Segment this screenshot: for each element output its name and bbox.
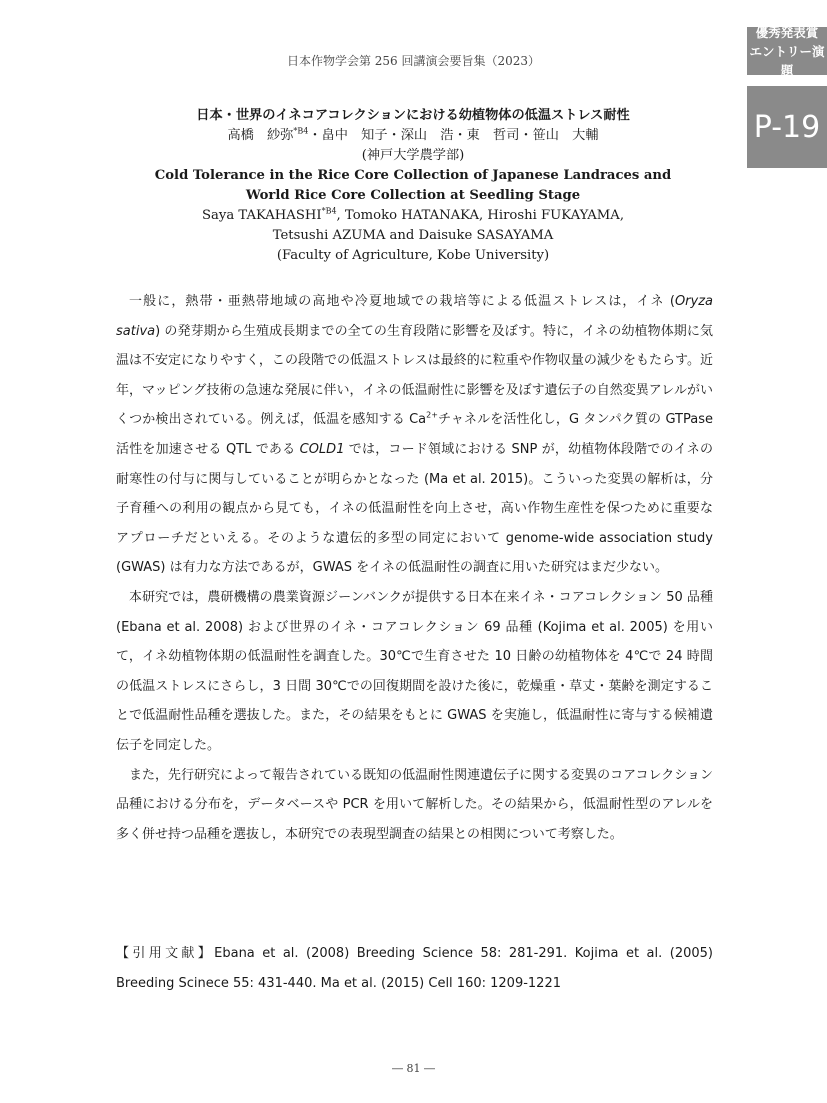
running-header: 日本作物学会第 256 回講演会要旨集（2023） [286,54,541,68]
award-entry-tab [747,24,827,78]
en-authors-line2: Tetsushi AZUMA and Daisuke SASAYAMA [272,228,554,243]
jp-affiliation: (神戸大学農学部) [361,148,465,163]
en-title-line2: World Rice Core Collection at Seedling Stage [245,188,581,203]
title-block [113,106,713,266]
en-affiliation: (Faculty of Agriculture, Kobe University) [276,248,550,263]
paragraph-2: 本研究では，農研機構の農業資源ジーンバンクが提供する日本在来イネ・コアコレクション 50 品種 (Ebana et al. 2008) および世界のイネ・コアコレクション 69 品種 (Kojima et al. 2005) を用いて，イネ幼植物体期の低温耐性を調査した。30℃で生育させた 10 日齢の幼植物体を 4℃で 24 時間の低温ストレスにさらし，3 日間 30℃での回復期間を設けた後に，乾燥重・草丈・葉齢を測定することで低温耐性品種を選抜した。また，その結果をもとに GWAS を実施し，低温耐性に寄与する候補遺伝子を同定した。 [116,589,713,753]
en-authors: Saya $TAKAHASHI^{*B4}$, Tomoko HATANAKA, Hiroshi FUKAYAMA, [201,206,625,223]
award-label: 優秀発表賞 [755,24,819,40]
jp-authors: 高橋 紗弥$^{*B4}$・畠中 知子・深山 浩・東 哲司・笹山 大輔 [227,126,599,143]
en-title-line1: Cold Tolerance in the Rice Core Collection of Japanese Landraces and [154,168,672,183]
paragraph-3: また，先行研究によって報告されている既知の低温耐性関連遺伝子に関する変異のコアコレクション品種における分布を，データベースや PCR を用いて解析した。その結果から，低温耐性型のアレルを多く併せ持つ品種を選抜し，本研究での表現型調査の結果との相関について考察した。 [116,767,713,842]
presentation-code-tab: P-19 [747,86,827,168]
jp-title: 日本・世界のイネコアコレクションにおける幼植物体の低温ストレス耐性 [196,108,630,123]
references: 【引用文献】Ebana et al. (2008) Breeding Science 58: 281-291. Kojima et al. (2005) Breeding Scinece 55: 431-440. Ma et al. (2015) Cell 160: 1209-1221 [116,946,713,991]
paragraph-1: 一般に，熱帯・亜熱帯地域の高地や冷夏地域での栽培等による低温ストレスは，イネ (Oryza sativa) の発芽期から生殖成長期までの全ての生育段階に影響を及ぼす。特に，イネの幼植物体期に気温は不安定になりやすく，この段階での低温ストレスは最終的に粒重や作物収量の減少をもたらす。近年，マッピング技術の急速な発展に伴い，イネの低温耐性に影響を及ぼす遺伝子の自然変異アレルがいくつか検出されている。例えば，低温を感知する $Ca^{2+}$チャネルを活性化し，G タンパク質の GTPase 活性を加速させる QTL である COLD1 では，コード領域における SNP が，幼植物体段階でのイネの耐寒性の付与に関与していることが明らかとなった (Ma et al. 2015)。こういった変異の解析は，分子育種への利用の観点から見ても，イネの低温耐性を向上させ，高い作物生産性を保つために重要なアプローチだといえる。そのような遺伝的多型の同定において genome-wide association study (GWAS) は有力な方法であるが，GWAS をイネの低温耐性の調査に用いた研究はまだ少ない。 [116,294,713,576]
abstract-body [116,287,713,849]
entry-label: エントリー演題 [749,43,825,78]
page-number: ― 81 ― [392,1062,435,1075]
